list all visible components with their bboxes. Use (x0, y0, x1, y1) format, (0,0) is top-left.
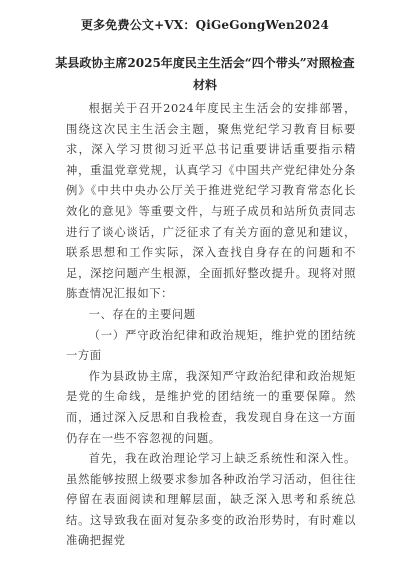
intro-paragraph: 根据关于召开2024年度民主生活会的安排部署，围绕这次民主生活会主题，聚焦党纪学习教育目标要求，深入学习贯彻习近平总书记重要讲话重要指示精神，重温党章党规，认真学习《中国共产党纪律处分条例》《中共中央办公厅关于推进党纪学习教育常态化长效化的意见》等重要文件，与班子成员和站所负责同志进行了谈心谈话，广泛征求了有关方面的意见和建议，联系思想和工作实际，深入查找自身存在的问题和不足，深挖问题产生根源，全面抓好整改提升。现将对照胨查情况汇报如下： (66, 102, 356, 301)
section-heading: 一、存在的主要问题 (88, 307, 196, 321)
subsection-heading: （一）严守政治纪律和政治规矩，维护党的团结统一方面 (66, 328, 356, 363)
promo-banner: 更多免费公文+VX：QiGeGongWen2024 (80, 18, 330, 32)
title-line-2: 材料 (192, 78, 217, 92)
document-title (40, 52, 370, 96)
document-body (66, 99, 356, 552)
title-line-1: 某县政协主席2025年度民主生活会“四个带头”对照检查 (55, 56, 355, 70)
body-paragraph: 首先，我在政治理论学习上缺乏系统性和深入性。虽然能够按照上级要求参加各种政治学习活动，但往往停留在表面阅读和理解层面，缺乏深入思考和系统总结。这导致我在面对复杂多变的政治形势时，有时难以准确把握党 (66, 452, 356, 548)
body-paragraph: 作为县政协主席，我深知严守政治纪律和政治规矩是党的生命线，是维护党的团结统一的重要保障。然而，通过深入反思和自我检查，我发现自身在这一方面仍存在一些不容忽视的问题。 (66, 369, 356, 445)
